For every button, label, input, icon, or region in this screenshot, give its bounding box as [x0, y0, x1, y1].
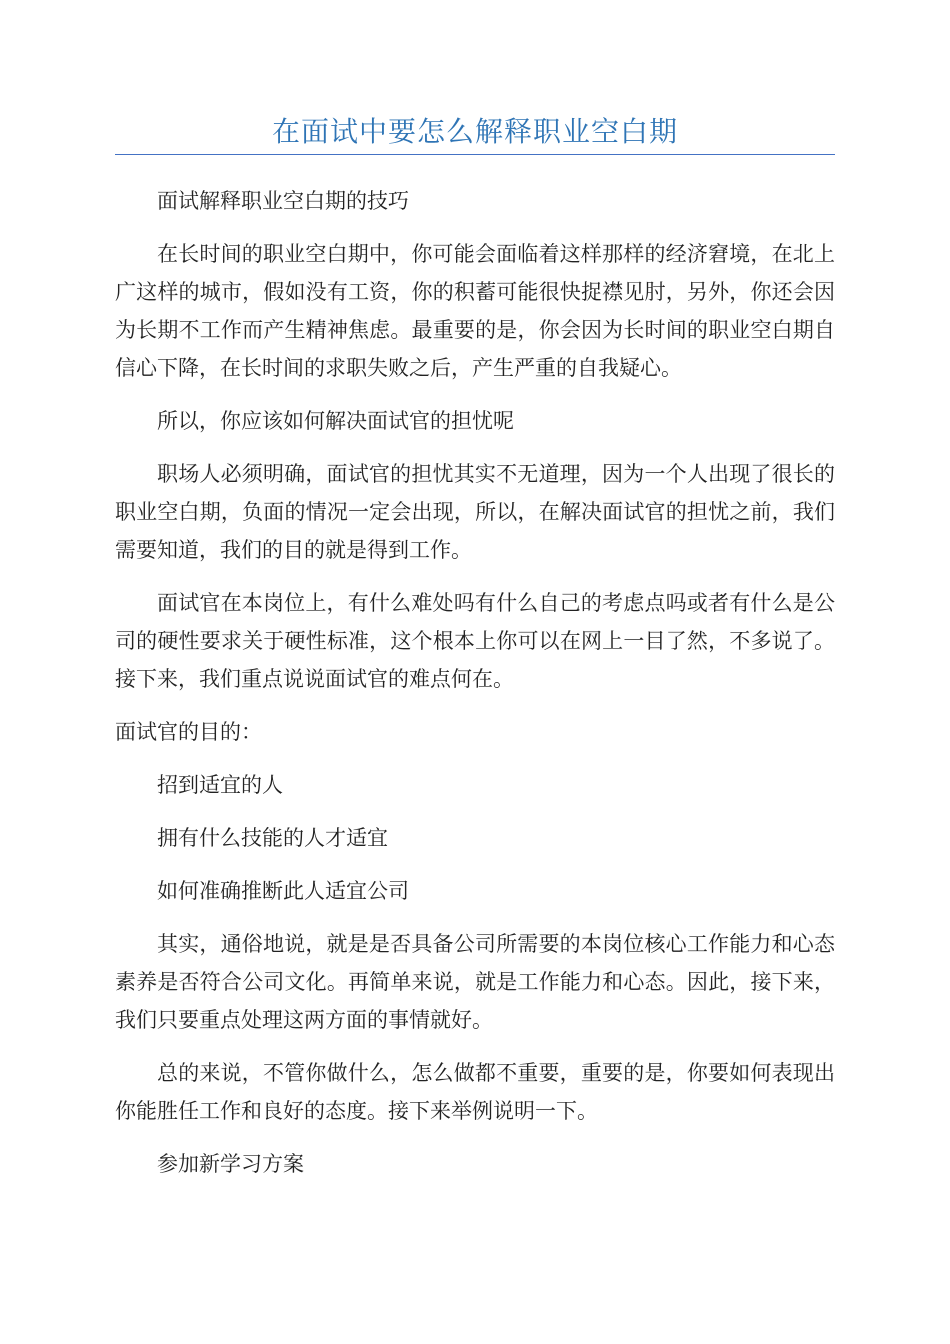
paragraph-subtitle: 面试解释职业空白期的技巧: [157, 189, 409, 213]
paragraph: 面试官在本岗位上，有什么难处吗有什么自己的考虑点吗或者有什么是公司的硬性要求关于硬性标准，这个根本上你可以在网上一目了然，不多说了。接下来，我们重点说说面试官的难点何在。: [115, 591, 835, 691]
paragraph: 所以，你应该如何解决面试官的担忧呢: [157, 409, 514, 433]
title-underline: [115, 154, 835, 155]
list-item: 招到适宜的人: [157, 773, 283, 797]
paragraph: 总的来说，不管你做什么，怎么做都不重要，重要的是，你要如何表现出你能胜任工作和良好的态度。接下来举例说明一下。: [115, 1061, 835, 1123]
document-title: 在面试中要怎么解释职业空白期: [271, 115, 678, 148]
paragraph: 在长时间的职业空白期中，你可能会面临着这样那样的经济窘境，在北上广这样的城市，假如没有工资，你的积蓄可能很快捉襟见肘，另外，你还会因为长期不工作而产生精神焦虑。最重要的是，你会因为长时间的职业空白期自信心下降，在长时间的求职失败之后，产生严重的自我疑心。: [115, 242, 835, 380]
document-page: [115, 0, 835, 1183]
paragraph-heading: 面试官的目的：: [115, 720, 262, 744]
paragraph: 其实，通俗地说，就是是否具备公司所需要的本岗位核心工作能力和心态素养是否符合公司文化。再简单来说，就是工作能力和心态。因此，接下来，我们只要重点处理这两方面的事情就好。: [115, 932, 835, 1032]
list-item: 拥有什么技能的人才适宜: [157, 826, 388, 850]
list-item: 如何准确推断此人适宜公司: [157, 879, 409, 903]
paragraph: 参加新学习方案: [157, 1152, 304, 1176]
paragraph: 职场人必须明确，面试官的担忧其实不无道理，因为一个人出现了很长的职业空白期，负面的情况一定会出现，所以，在解决面试官的担忧之前，我们需要知道，我们的目的就是得到工作。: [115, 462, 835, 562]
